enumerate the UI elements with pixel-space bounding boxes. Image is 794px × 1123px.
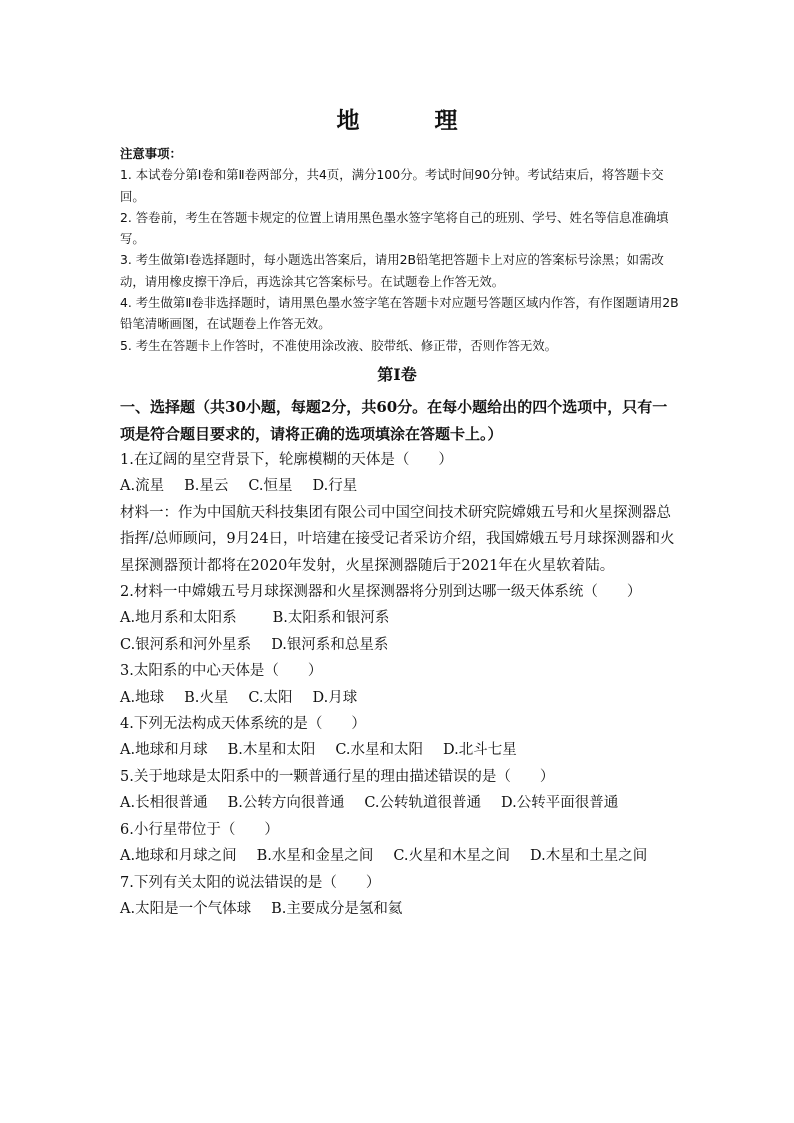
- option: B.主要成分是氢和氦: [271, 900, 403, 917]
- note-item: 1. 本试卷分第Ⅰ卷和第Ⅱ卷两部分，共4页，满分100分。考试时间90分钟。考试结束后，将答题卡交回。: [120, 167, 664, 204]
- option: B.水星和金星之间: [256, 848, 374, 865]
- note-item: 5. 考生在答题卡上作答时，不准使用涂改液、胶带纸、修正带，否则作答无效。: [120, 337, 558, 353]
- option: D.公转平面很普通: [501, 795, 619, 812]
- option: C.太阳: [248, 689, 293, 706]
- option: D.木星和土星之间: [530, 848, 648, 865]
- option: B.太阳系和银河系: [272, 610, 390, 627]
- section-title: 第Ⅰ卷: [377, 365, 417, 384]
- option: C.公转轨道很普通: [364, 795, 482, 812]
- question-stem: 2.材料一中嫦娥五号月球探测器和火星探测器将分别到达哪一级天体系统（ ）: [120, 584, 642, 601]
- option: B.公转方向很普通: [227, 795, 345, 812]
- question-options: [120, 605, 682, 631]
- page-title: 地 理: [336, 107, 484, 134]
- option: B.星云: [184, 478, 229, 495]
- option: A.流星: [120, 478, 165, 495]
- question-stem: 5.关于地球是太阳系中的一颗普通行星的理由描述错误的是（ ）: [120, 768, 555, 785]
- option: B.火星: [184, 689, 229, 706]
- question-options: [120, 843, 682, 869]
- notes-heading: 注意事项：: [120, 146, 182, 161]
- option: C.火星和木星之间: [393, 848, 511, 865]
- note-item: 3. 考生做第Ⅰ卷选择题时，每小题选出答案后，请用2B铅笔把答题卡上对应的答案标号涂黑；如需改动，请用橡皮擦干净后，再选涂其它答案标号。在试题卷上作答无效。: [120, 252, 664, 289]
- question-options: [120, 737, 682, 763]
- question-options: [120, 685, 682, 711]
- option: C.银河系和河外星系: [120, 636, 252, 653]
- option: A.长相很普通: [120, 795, 208, 812]
- note-item: 2. 答卷前，考生在答题卡规定的位置上请用黑色墨水签字笔将自己的班别、学号、姓名等信息准确填写。: [120, 209, 669, 247]
- question-stem: 1.在辽阔的星空背景下，轮廓模糊的天体是（ ）: [120, 452, 453, 468]
- option: A.地球: [120, 689, 165, 706]
- question-stem: 7.下列有关太阳的说法错误的是（ ）: [120, 874, 381, 891]
- option: A.地球和月球之间: [120, 848, 237, 865]
- option: A.地月系和太阳系: [120, 610, 237, 627]
- option: B.木星和太阳: [227, 742, 316, 759]
- material-text: 材料一：作为中国航天科技集团有限公司中国空间技术研究院嫦娥五号和火星探测器总指挥/总师顾问，9月24日，叶培建在接受记者采访介绍，我国嫦娥五号月球探测器和火星探测器预计都将在2020年发射，火星探测器随后于2021年在火星软着陆。: [120, 504, 675, 574]
- note-item: 4. 考生做第Ⅱ卷非选择题时，请用黑色墨水签字笔在答题卡对应题号答题区域内作答，有作图题请用2B铅笔清晰画图，在试题卷上作答无效。: [120, 295, 679, 332]
- option: A.地球和月球: [120, 742, 208, 759]
- option: A.太阳是一个气体球: [120, 900, 252, 917]
- questions-body: [120, 394, 682, 922]
- option: D.银河系和总星系: [271, 636, 389, 653]
- question-options: [120, 896, 682, 922]
- question-stem: 6.小行星带位于（ ）: [120, 821, 279, 838]
- question-stem: 3.太阳系的中心天体是（ ）: [120, 663, 323, 680]
- question-options: [120, 790, 682, 816]
- option: D.北斗七星: [443, 742, 517, 759]
- option: D.月球: [312, 689, 358, 706]
- option: C.恒星: [248, 478, 293, 495]
- section-instruction: 一、选择题（共30小题，每题2分，共60分。在每小题给出的四个选项中，只有一项是符合题目要求的，请将正确的选项填涂在答题卡上。）: [120, 398, 668, 443]
- question-options: [120, 473, 682, 499]
- question-options: [120, 632, 682, 658]
- option: C.水星和太阳: [335, 742, 424, 759]
- notes-block: [120, 143, 680, 356]
- question-stem: 4.下列无法构成天体系统的是（ ）: [120, 716, 366, 733]
- option: D.行星: [312, 478, 358, 495]
